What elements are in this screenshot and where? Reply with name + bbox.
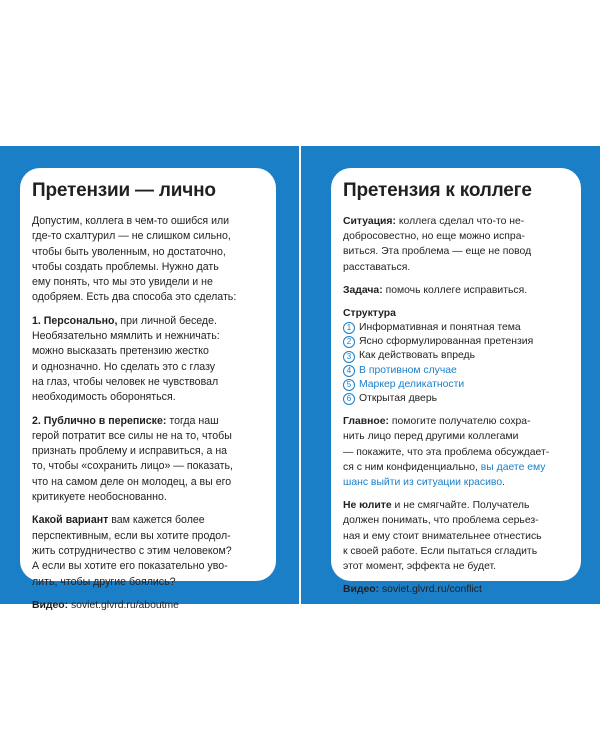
right-dont-label: Не юлите bbox=[343, 500, 392, 512]
left-blue-panel bbox=[0, 146, 299, 611]
structure-item bbox=[343, 364, 571, 378]
right-main-link[interactable]: вы даете ему шанс выйти из ситуации красиво bbox=[343, 461, 546, 489]
structure-text[interactable]: В противном случае bbox=[359, 364, 457, 376]
right-task-label: Задача: bbox=[343, 284, 383, 296]
left-intro: Допустим, коллега в чем-то ошибся или где-то схалтурил — не слишком сильно, чтобы быть уволенным, но достаточно, чтобы создать проблемы. Нужно дать ему понять, что мы это увидели и не одобряем. Есть два способа это сделать: bbox=[32, 215, 237, 304]
left-video bbox=[32, 598, 265, 613]
left-choice-text: вам кажется более перспективным, если вы хотите продол- жить сотрудничество с этим человеком? А если вы хотите его показательно уво- лить, чтобы другие боялись? bbox=[32, 514, 232, 588]
right-main-end: . bbox=[502, 477, 505, 489]
right-card-title: Претензия к коллеге bbox=[343, 180, 532, 201]
right-video bbox=[343, 582, 571, 597]
structure-text: Открытая дверь bbox=[359, 393, 438, 405]
right-task bbox=[343, 283, 571, 298]
left-way1 bbox=[32, 314, 265, 406]
structure-text: Ясно сформулированная претензия bbox=[359, 336, 534, 348]
structure-number: 3 bbox=[343, 351, 355, 363]
right-video-url[interactable]: soviet.glvrd.ru/conflict bbox=[379, 584, 482, 596]
left-way1-text: при личной беседе. Необязательно мямлить и нежничать: можно высказать претензию жестко и однозначно. Но сделать это с глазу на глаз, чтобы человек не чувствовал необходимость обороняться. bbox=[32, 314, 220, 404]
right-dont bbox=[343, 498, 571, 574]
right-video-label: Видео: bbox=[343, 584, 380, 596]
right-blue-panel bbox=[301, 146, 600, 604]
structure-item bbox=[343, 349, 571, 363]
structure-number: 6 bbox=[343, 393, 355, 405]
left-card bbox=[20, 168, 276, 611]
structure-number: 4 bbox=[343, 365, 355, 377]
left-way1-label: 1. Персонально, bbox=[32, 314, 118, 327]
structure-item bbox=[343, 335, 571, 349]
structure-list bbox=[343, 321, 571, 406]
right-task-text: помочь коллеге исправиться. bbox=[382, 284, 528, 296]
left-card-title: Претензии — лично bbox=[32, 180, 216, 201]
left-video-label: Видео: bbox=[32, 599, 69, 611]
right-card bbox=[331, 168, 581, 596]
right-situation-text: коллега сделал что-то не- добросовестно, но еще можно испра- виться. Эта проблема — еще не повод расставаться. bbox=[343, 216, 532, 273]
left-way2-text: тогда наш герой потратит все силы не на то, чтобы признать проблему и исправиться, а на то, чтобы «сохранить лицо» — показать, что на самом деле он молодец, а вы его критикуете необоснованно. bbox=[32, 414, 233, 504]
structure-title: Структура bbox=[343, 308, 396, 320]
structure-text: Как действовать впредь bbox=[359, 350, 476, 362]
structure-number: 5 bbox=[343, 379, 355, 391]
left-choice-label: Какой вариант bbox=[32, 514, 109, 527]
left-way2-label: 2. Публично в переписке: bbox=[32, 414, 167, 427]
structure-item bbox=[343, 392, 571, 406]
left-choice bbox=[32, 513, 265, 589]
left-way2 bbox=[32, 414, 265, 506]
right-situation-label: Ситуация: bbox=[343, 216, 396, 227]
right-main-text: помогите получателю сохра- нить лицо перед другими коллегами — покажите, что эта проблема обсуждает- ся с ним конфиденциально, bbox=[343, 416, 550, 473]
right-main-label: Главное: bbox=[343, 416, 390, 428]
structure-number: 2 bbox=[343, 336, 355, 348]
structure-item bbox=[343, 378, 571, 392]
right-main bbox=[343, 414, 571, 490]
right-situation bbox=[343, 214, 571, 275]
structure-item bbox=[343, 321, 571, 335]
structure-text: Информативная и понятная тема bbox=[359, 322, 521, 334]
left-video-url[interactable]: soviet.glvrd.ru/aboutme bbox=[68, 599, 179, 611]
structure-text[interactable]: Маркер деликатности bbox=[359, 378, 465, 390]
structure-number: 1 bbox=[343, 322, 355, 334]
right-dont-text: и не смягчайте. Получатель должен понимать, что проблема серьез- ная и ему стоит внимательнее отнестись к своей работе. Если пытаться сгладить этот момент, эффекта не будет. bbox=[343, 500, 542, 573]
